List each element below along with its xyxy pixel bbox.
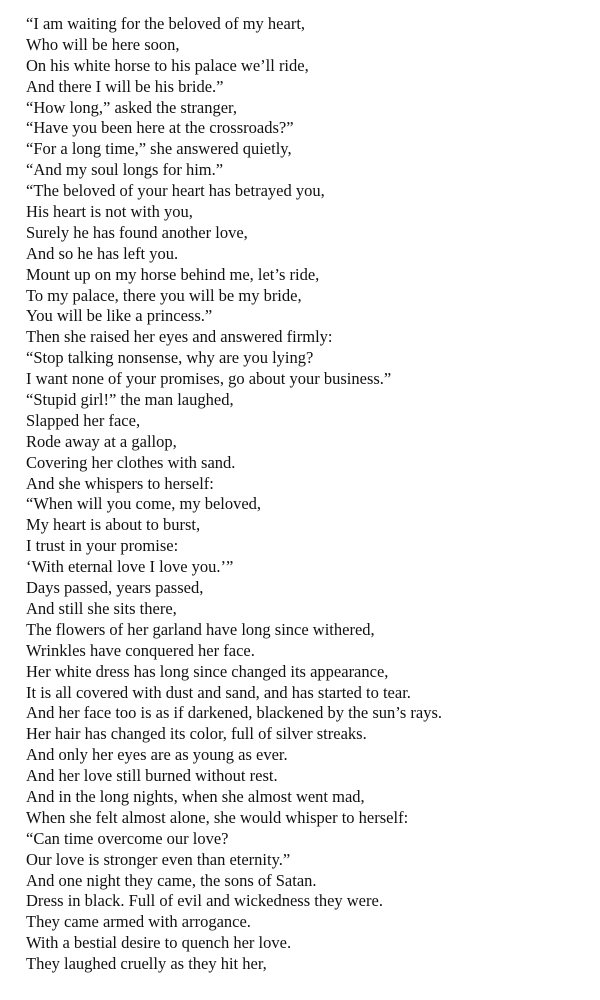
poem-line: My heart is about to burst,	[26, 515, 201, 535]
poem-line: Wrinkles have conquered her face.	[26, 640, 255, 660]
poem-line: Mount up on my horse behind me, let’s ride,	[26, 264, 320, 284]
poem-line: “When will you come, my beloved,	[26, 494, 262, 514]
poem-line: On his white horse to his palace we’ll ride,	[26, 55, 309, 75]
poem-line: They came armed with arrogance.	[26, 912, 251, 932]
poem-line: Covering her clothes with sand.	[26, 452, 236, 472]
poem-line: And so he has left you.	[26, 243, 179, 263]
poem-line: And only her eyes are as young as ever.	[26, 745, 288, 765]
poem-line: And in the long nights, when she almost went mad,	[26, 786, 365, 806]
poem-line: Who will be here soon,	[26, 34, 180, 54]
poem-line: “Stop talking nonsense, why are you lying?	[26, 348, 314, 368]
poem-line: Our love is stronger even than eternity.”	[26, 849, 291, 869]
poem-line: “I am waiting for the beloved of my heart,	[26, 14, 306, 33]
poem-line: You will be like a princess.”	[26, 306, 213, 326]
poem-line: It is all covered with dust and sand, and has started to tear.	[26, 682, 411, 702]
poem-line: ‘With eternal love I love you.’”	[26, 557, 234, 577]
poem-text-block	[26, 14, 594, 975]
poem-line: I trust in your promise:	[26, 536, 179, 556]
poem-line: They laughed cruelly as they hit her,	[26, 954, 267, 974]
poem-line: Dress in black. Full of evil and wickedness they were.	[26, 891, 383, 911]
poem-line: “For a long time,” she answered quietly,	[26, 139, 292, 159]
poem-line: “The beloved of your heart has betrayed you,	[26, 181, 325, 201]
poem-line: “Can time overcome our love?	[26, 828, 229, 848]
poem-line: And there I will be his bride.”	[26, 76, 224, 96]
poem-line: “How long,” asked the stranger,	[26, 97, 238, 117]
poem-line: With a bestial desire to quench her love.	[26, 933, 292, 953]
poem-line: His heart is not with you,	[26, 202, 193, 222]
poem-line: “Stupid girl!” the man laughed,	[26, 390, 234, 410]
poem-line: And she whispers to herself:	[26, 473, 214, 493]
poem-line: Days passed, years passed,	[26, 578, 204, 598]
poem-line: I want none of your promises, go about your business.”	[26, 369, 392, 389]
poem-line: “Have you been here at the crossroads?”	[26, 118, 294, 138]
poem-line: And one night they came, the sons of Satan.	[26, 870, 317, 890]
poem-line: And her love still burned without rest.	[26, 766, 278, 786]
poem-line: Slapped her face,	[26, 410, 141, 430]
poem-line: Surely he has found another love,	[26, 222, 248, 242]
poem-line: “And my soul longs for him.”	[26, 160, 224, 180]
poem-line: Her white dress has long since changed its appearance,	[26, 661, 389, 681]
poem-line: Rode away at a gallop,	[26, 431, 177, 451]
poem-line: Her hair has changed its color, full of silver streaks.	[26, 724, 367, 744]
poem-line: Then she raised her eyes and answered firmly:	[26, 327, 333, 347]
poem-line: The flowers of her garland have long since withered,	[26, 619, 375, 639]
poem-line: And her face too is as if darkened, blackened by the sun’s rays.	[26, 703, 443, 723]
poem-line: To my palace, there you will be my bride,	[26, 285, 302, 305]
poem-line: When she felt almost alone, she would whisper to herself:	[26, 807, 409, 827]
poem-line: And still she sits there,	[26, 598, 177, 618]
